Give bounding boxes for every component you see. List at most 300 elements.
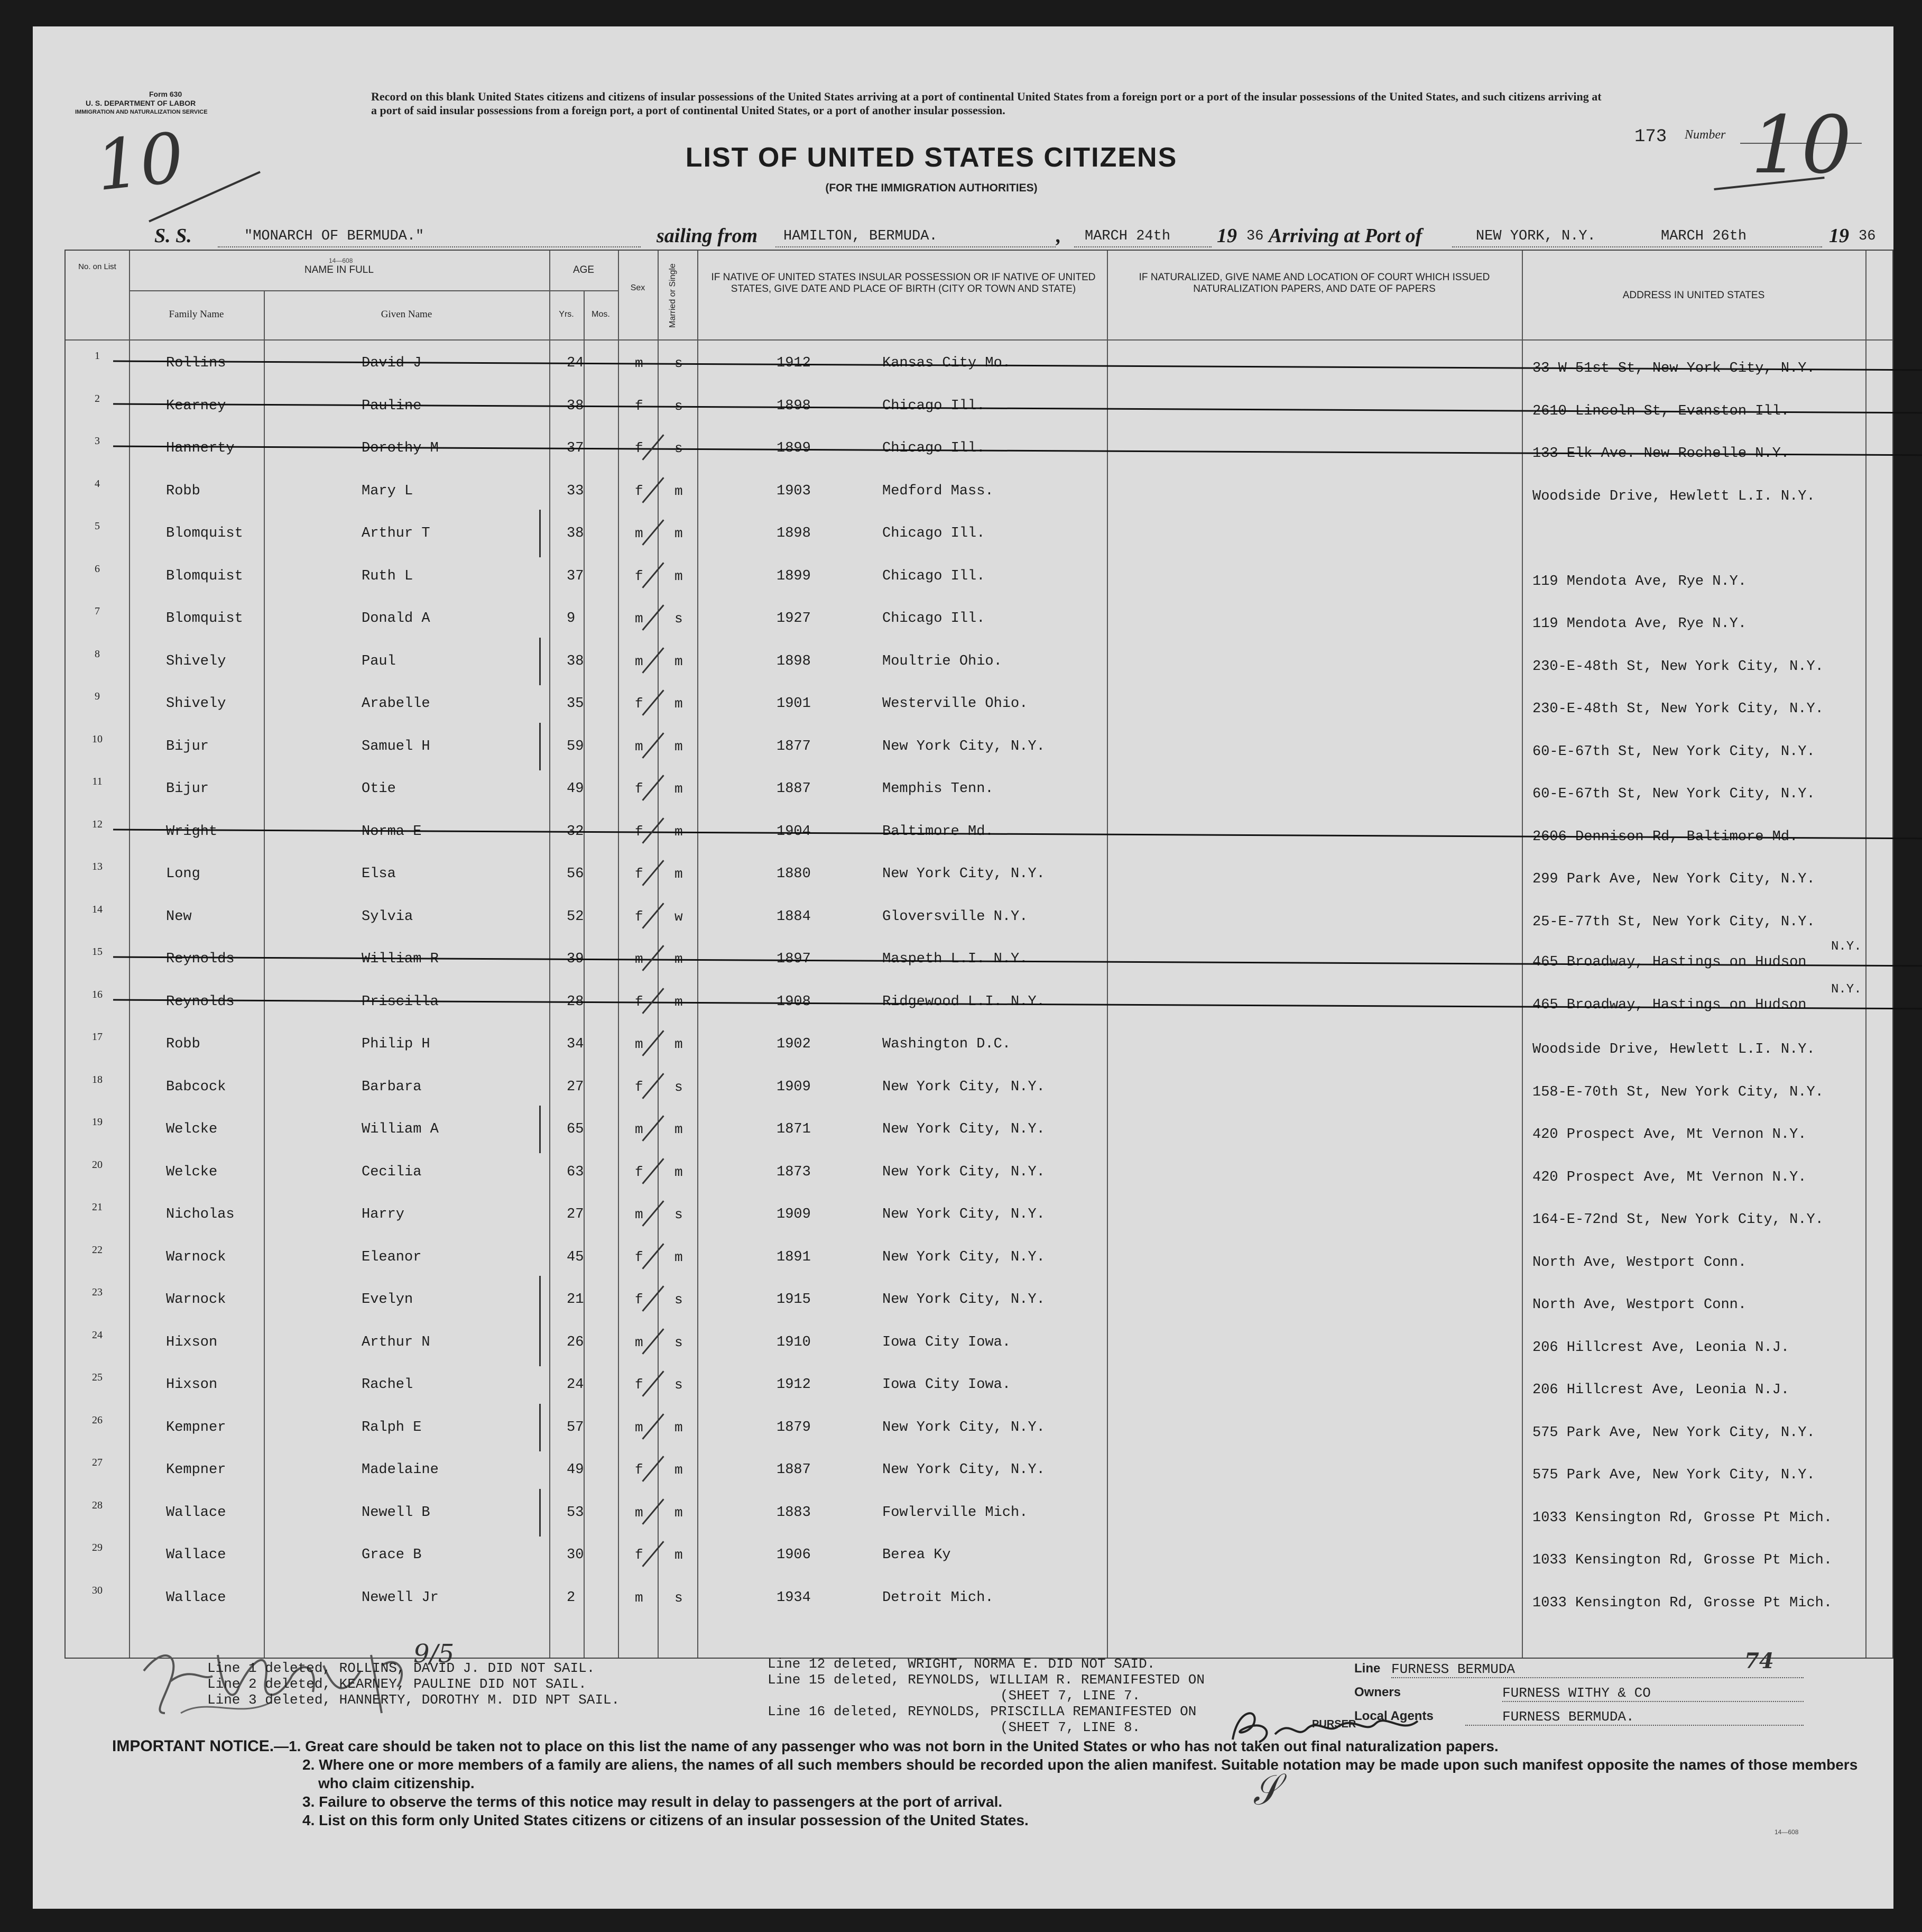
address: 465 Broadway, Hastings on Hudson	[1532, 954, 1807, 970]
address: Woodside Drive, Hewlett L.I. N.Y.	[1532, 488, 1815, 504]
comma: ,	[1056, 225, 1061, 247]
age-years: 27	[567, 1207, 584, 1222]
age-years: 28	[567, 993, 584, 1010]
family-group-tick	[539, 723, 541, 770]
family-name: Blomquist	[166, 611, 243, 627]
age-years: 35	[567, 696, 584, 712]
deletion-note: Line 3 deleted, HANNERTY, DOROTHY M. DID NPT SAIL.	[207, 1692, 620, 1708]
address: 1033 Kensington Rd, Grosse Pt Mich.	[1532, 1595, 1833, 1611]
marital-status: m	[674, 696, 683, 712]
sex: f	[635, 1249, 643, 1265]
age-years: 39	[567, 951, 584, 967]
birth-place: New York City, N.Y.	[882, 866, 1045, 882]
marital-status: s	[674, 1292, 683, 1308]
birth-place: Memphis Tenn.	[882, 781, 994, 797]
check-mark	[642, 1030, 664, 1056]
address: 420 Prospect Ave, Mt Vernon N.Y.	[1532, 1169, 1807, 1185]
family-name: Robb	[166, 1036, 200, 1052]
deletion-note: Line 15 deleted, REYNOLDS, WILLIAM R. REMANIFESTED ON	[768, 1672, 1205, 1688]
birth-place: New York City, N.Y.	[882, 1207, 1045, 1222]
page-subtitle: (FOR THE IMMIGRATION AUTHORITIES)	[825, 182, 1038, 194]
family-name: Reynolds	[166, 993, 235, 1010]
sex: f	[635, 1377, 643, 1393]
arrival-year: 36	[1859, 228, 1876, 244]
name-subheader-rule	[129, 290, 549, 291]
family-name: Babcock	[166, 1079, 226, 1095]
given-name: Priscilla	[362, 993, 439, 1010]
marital-status: m	[674, 1504, 683, 1521]
row-number: 19	[92, 1116, 103, 1128]
marital-status: m	[674, 1249, 683, 1265]
from-port: HAMILTON, BERMUDA.	[783, 228, 938, 244]
arriving-label: Arriving at Port of	[1269, 225, 1422, 247]
age-years: 37	[567, 440, 584, 456]
page-title: LIST OF UNITED STATES CITIZENS	[685, 142, 1178, 173]
birth-place: Baltimore Md.	[882, 823, 994, 840]
handwritten-initials: 𝒮	[1248, 1766, 1283, 1815]
family-name: Shively	[166, 696, 226, 712]
age-years: 56	[567, 866, 584, 882]
family-name: Hixson	[166, 1377, 218, 1393]
birth-year: 1871	[777, 1121, 811, 1137]
sex: f	[635, 823, 643, 840]
important-notice: IMPORTANT NOTICE.—1. Great care should be taken not to place on this list the name of any passenger who was not born in the United States or who has not taken out final naturalization papers. 2. Where one or more members of a family are aliens, the names of all such members should be recorded upon the alien manifest. Suitable notation may be made upon such manifest opposite the names of those members who claim citizenship. 3. Failure to observe the terms of this notice may result in delay to passengers at the port of arrival. 4. List on this form only United States citizens or citizens of an insular possession of the United States.	[112, 1737, 1858, 1828]
sex: f	[635, 483, 643, 499]
header-yrs: Yrs.	[559, 310, 574, 319]
birth-year: 1906	[777, 1547, 811, 1563]
birth-place: Westerville Ohio.	[882, 696, 1028, 712]
family-name: Nicholas	[166, 1207, 235, 1222]
birth-place: Chicago Ill.	[882, 440, 985, 456]
family-group-tick	[539, 638, 541, 685]
deletion-note: Line 1 deleted, ROLLINS, DAVID J. DID NOT SAIL.	[207, 1660, 595, 1676]
family-name: Rollins	[166, 355, 226, 371]
age-years: 27	[567, 1079, 584, 1095]
birth-place: New York City, N.Y.	[882, 1079, 1045, 1095]
deletion-note: Line 2 deleted, KEARNEY, PAULINE DID NOT SAIL.	[207, 1676, 587, 1692]
row-number: 26	[92, 1414, 103, 1426]
marital-status: m	[674, 823, 683, 840]
family-name: Welcke	[166, 1121, 218, 1137]
sex: m	[635, 1504, 643, 1521]
birth-year: 1903	[777, 483, 811, 499]
row-number: 1	[95, 350, 100, 362]
birth-place: Berea Ky	[882, 1547, 951, 1563]
departure-date: MARCH 24th	[1085, 228, 1171, 244]
deletion-note: Line 16 deleted, REYNOLDS, PRISCILLA REMANIFESTED ON	[768, 1704, 1197, 1719]
birth-place: Chicago Ill.	[882, 568, 985, 584]
address: 158-E-70th St, New York City, N.Y.	[1532, 1084, 1824, 1100]
age-years: 30	[567, 1547, 584, 1563]
age-years: 38	[567, 398, 584, 414]
birth-year: 1909	[777, 1207, 811, 1222]
col-rule	[549, 251, 550, 1658]
address: Woodside Drive, Hewlett L.I. N.Y.	[1532, 1042, 1815, 1057]
row-number: 30	[92, 1584, 103, 1596]
sex: f	[635, 993, 643, 1010]
check-mark	[642, 647, 664, 673]
birth-year: 1909	[777, 1079, 811, 1095]
list-number	[1634, 99, 1878, 191]
birth-place: New York City, N.Y.	[882, 1462, 1045, 1478]
given-name: Norma E	[362, 823, 422, 840]
form-id-block	[75, 90, 297, 117]
sex: m	[635, 355, 643, 371]
given-name: Sylvia	[362, 908, 413, 925]
departure-year: 36	[1246, 228, 1264, 244]
birth-year: 1879	[777, 1419, 811, 1436]
marital-status: s	[674, 1079, 683, 1095]
birth-year: 1880	[777, 866, 811, 882]
from-rule	[775, 246, 1056, 247]
family-name: Hixson	[166, 1334, 218, 1350]
birth-year: 1887	[777, 1462, 811, 1478]
marital-status: s	[674, 440, 683, 456]
number-prefix: 173	[1634, 127, 1667, 147]
number-value: 10	[1751, 99, 1852, 191]
family-name: Warnock	[166, 1292, 226, 1308]
marital-status: m	[674, 1164, 683, 1180]
row-number: 5	[95, 520, 100, 532]
ship-name: "MONARCH OF BERMUDA."	[244, 228, 424, 244]
header-age: AGE	[572, 264, 595, 275]
sailing-from-label: sailing from	[657, 225, 758, 247]
sex: f	[635, 440, 643, 456]
marital-status: m	[674, 1547, 683, 1563]
address-line2: N.Y.	[1831, 940, 1862, 954]
check-mark	[642, 817, 664, 843]
birth-year: 1873	[777, 1164, 811, 1180]
address: 230-E-48th St, New York City, N.Y.	[1532, 701, 1824, 717]
sex: m	[635, 1207, 643, 1222]
age-years: 53	[567, 1504, 584, 1521]
sex: m	[635, 1121, 643, 1137]
given-name: Rachel	[362, 1377, 413, 1393]
sex: f	[635, 1079, 643, 1095]
row-number: 25	[92, 1372, 103, 1383]
family-name: Bijur	[166, 781, 209, 797]
row-number: 24	[92, 1329, 103, 1341]
row-number: 8	[95, 648, 100, 660]
marital-status: m	[674, 781, 683, 797]
notice-item: 1. Great care should be taken not to place on this list the name of any passenger who was not born in the United States or who has not taken out final naturalization papers.	[289, 1738, 1499, 1754]
marital-status: m	[674, 526, 683, 541]
marital-status: s	[674, 355, 683, 371]
sex: m	[635, 1334, 643, 1350]
age-years: 65	[567, 1121, 584, 1137]
check-mark	[642, 1498, 664, 1524]
marital-status: m	[674, 568, 683, 584]
line-owner-info	[1354, 1661, 1809, 1735]
header-birth-info: IF NATIVE OF UNITED STATES INSULAR POSSESSION OR IF NATIVE OF UNITED STATES, GIVE DATE AND PLACE OF BIRTH (CITY OR TOWN AND STATE)	[711, 272, 1096, 295]
row-number: 23	[92, 1286, 103, 1298]
marital-status: m	[674, 1462, 683, 1478]
sex: f	[635, 1462, 643, 1478]
given-name: Samuel H	[362, 738, 430, 755]
marital-status: s	[674, 611, 683, 627]
age-years: 63	[567, 1164, 584, 1180]
check-mark	[642, 1243, 664, 1269]
age-years: 52	[567, 908, 584, 925]
print-code-footer: 14—608	[1775, 1828, 1799, 1836]
birth-year: 1902	[777, 1036, 811, 1052]
birth-year: 1912	[777, 1377, 811, 1393]
row-number: 27	[92, 1457, 103, 1468]
row-number: 6	[95, 563, 100, 575]
department: U. S. DEPARTMENT OF LABOR	[86, 99, 196, 107]
col-rule	[129, 251, 130, 1658]
purser-label: PURSER	[1312, 1718, 1356, 1730]
address: 299 Park Ave, New York City, N.Y.	[1532, 871, 1815, 887]
given-name: Arthur N	[362, 1334, 430, 1350]
birth-year: 1898	[777, 526, 811, 541]
family-name: Wright	[166, 823, 218, 840]
given-name: David J	[362, 355, 422, 371]
check-mark	[642, 1541, 664, 1567]
birth-place: Chicago Ill.	[882, 526, 985, 541]
age-years: 34	[567, 1036, 584, 1052]
birth-year: 1887	[777, 781, 811, 797]
address: 60-E-67th St, New York City, N.Y.	[1532, 786, 1815, 802]
family-name: Long	[166, 866, 200, 882]
given-name: Evelyn	[362, 1292, 413, 1308]
row-number: 14	[92, 903, 103, 915]
age-years: 49	[567, 1462, 584, 1478]
birth-year: 1904	[777, 823, 811, 840]
departure-year-prefix: 19	[1217, 225, 1237, 247]
print-code: 14—608	[329, 257, 353, 264]
form-number: Form 630	[149, 90, 182, 98]
col-rule	[1865, 251, 1866, 1658]
address: 575 Park Ave, New York City, N.Y.	[1532, 1424, 1815, 1441]
given-name: Otie	[362, 781, 396, 797]
row-number: 20	[92, 1158, 103, 1171]
family-name: New	[166, 908, 192, 925]
number-label: Number	[1685, 128, 1726, 142]
sex: f	[635, 866, 643, 882]
check-mark	[642, 1413, 664, 1439]
col-rule	[658, 251, 659, 1658]
row-number: 4	[95, 477, 100, 490]
sex: m	[635, 951, 643, 967]
given-name: Newell B	[362, 1504, 430, 1521]
marital-status: m	[674, 993, 683, 1010]
row-number: 16	[92, 988, 103, 1000]
address: North Ave, Westport Conn.	[1532, 1254, 1747, 1271]
check-mark	[642, 434, 664, 460]
birth-year: 1908	[777, 993, 811, 1010]
row-number: 28	[92, 1499, 103, 1511]
birth-place: New York City, N.Y.	[882, 1121, 1045, 1137]
row-number: 15	[92, 946, 103, 958]
arrive-rule	[1452, 246, 1822, 247]
address: North Ave, Westport Conn.	[1532, 1297, 1747, 1313]
age-years: 24	[567, 1377, 584, 1393]
passenger-table	[64, 250, 1893, 1659]
address: 1033 Kensington Rd, Grosse Pt Mich.	[1532, 1552, 1833, 1568]
sex: m	[635, 1419, 643, 1436]
check-mark	[642, 562, 664, 588]
family-group-tick	[539, 1319, 541, 1366]
family-group-tick	[539, 510, 541, 557]
sex: f	[635, 1547, 643, 1563]
arrival-year-prefix: 19	[1829, 225, 1849, 247]
ss-label: S. S.	[154, 225, 192, 247]
check-mark	[642, 860, 664, 886]
family-name: Blomquist	[166, 526, 243, 541]
owners-label: Owners	[1354, 1685, 1401, 1699]
birth-place: Iowa City Iowa.	[882, 1377, 1011, 1393]
header-married-single: Married or Single	[668, 263, 677, 328]
given-name: Arabelle	[362, 696, 430, 712]
header-sex: Sex	[630, 283, 645, 292]
age-years: 21	[567, 1292, 584, 1308]
header-no-on-list: No. on List	[78, 262, 116, 271]
check-mark	[642, 689, 664, 715]
check-mark	[642, 732, 664, 758]
marital-status: m	[674, 1121, 683, 1137]
given-name: Donald A	[362, 611, 430, 627]
address: 2610 Lincoln St, Evanston Ill.	[1532, 403, 1790, 419]
marital-status: m	[674, 866, 683, 882]
row-number: 12	[92, 818, 103, 830]
age-years: 26	[567, 1334, 584, 1350]
sex: f	[635, 696, 643, 712]
age-years: 59	[567, 738, 584, 755]
age-years: 33	[567, 483, 584, 499]
marital-status: m	[674, 483, 683, 499]
row-number: 13	[92, 861, 103, 872]
family-name: Blomquist	[166, 568, 243, 584]
birth-year: 1877	[777, 738, 811, 755]
header-bottom-rule	[66, 339, 1892, 341]
family-name: Shively	[166, 653, 226, 669]
birth-place: New York City, N.Y.	[882, 1292, 1045, 1308]
notice-item: 4. List on this form only United States citizens or citizens of an insular possession of the United States.	[302, 1812, 1029, 1828]
marital-status: s	[674, 1377, 683, 1393]
agents-value: FURNESS BERMUDA.	[1465, 1709, 1804, 1726]
family-name: Kearney	[166, 398, 226, 414]
birth-place: Fowlerville Mich.	[882, 1504, 1028, 1521]
birth-place: Moultrie Ohio.	[882, 653, 1002, 669]
marital-status: s	[674, 398, 683, 414]
row-number: 7	[95, 605, 100, 617]
birth-year: 1899	[777, 568, 811, 584]
family-group-tick	[539, 1106, 541, 1153]
margin-number-mark: 10	[92, 117, 188, 207]
marital-status: s	[674, 1207, 683, 1222]
sex: f	[635, 568, 643, 584]
birth-year: 1891	[777, 1249, 811, 1265]
birth-year: 1912	[777, 355, 811, 371]
marital-status: m	[674, 653, 683, 669]
check-mark	[642, 1200, 664, 1226]
col-rule	[264, 290, 265, 1658]
line-value: FURNESS BERMUDA	[1391, 1661, 1804, 1678]
deletion-note: Line 12 deleted, WRIGHT, NORMA E. DID NOT SAID.	[768, 1656, 1156, 1672]
given-name: Philip H	[362, 1036, 430, 1052]
family-name: Reynolds	[166, 951, 235, 967]
header-mos: Mos.	[592, 310, 610, 319]
given-name: Pauline	[362, 398, 422, 414]
sheet-count-mark: 74	[1744, 1649, 1774, 1673]
handwritten-date-mark: 9/5	[413, 1639, 455, 1669]
deletion-notes-middle	[768, 1656, 1205, 1735]
given-name: Grace B	[362, 1547, 422, 1563]
check-mark	[642, 1370, 664, 1396]
birth-place: Chicago Ill.	[882, 611, 985, 627]
address-line2: N.Y.	[1831, 982, 1862, 997]
given-name: Harry	[362, 1207, 405, 1222]
address: 25-E-77th St, New York City, N.Y.	[1532, 914, 1815, 930]
family-name: Welcke	[166, 1164, 218, 1180]
deletion-notes-left	[207, 1660, 620, 1708]
age-years: 2	[567, 1589, 576, 1606]
birth-year: 1915	[777, 1292, 811, 1308]
birth-year: 1934	[777, 1589, 811, 1606]
address: 119 Mendota Ave, Rye N.Y.	[1532, 573, 1747, 590]
birth-year: 1884	[777, 908, 811, 925]
address: 33-W-51st St, New York City, N.Y.	[1532, 361, 1815, 376]
check-mark	[642, 903, 664, 928]
col-rule	[1107, 251, 1108, 1658]
family-name: Warnock	[166, 1249, 226, 1265]
row-number: 22	[92, 1244, 103, 1256]
birth-place: Washington D.C.	[882, 1036, 1011, 1052]
arrival-date: MARCH 26th	[1661, 228, 1747, 244]
check-mark	[642, 1285, 664, 1311]
agents-label: Local Agents	[1354, 1709, 1434, 1723]
age-years: 49	[567, 781, 584, 797]
address: 133 Elk Ave. New Rochelle N.Y.	[1532, 446, 1790, 462]
given-name: Arthur T	[362, 526, 430, 541]
age-years: 38	[567, 526, 584, 541]
sex: f	[635, 398, 643, 414]
header-given-name: Given Name	[381, 309, 432, 320]
col-rule	[1522, 251, 1523, 1658]
header-address: ADDRESS IN UNITED STATES	[1622, 290, 1765, 301]
ship-rule	[218, 246, 641, 247]
sex: f	[635, 908, 643, 925]
birth-place: Kansas City Mo.	[882, 355, 1011, 371]
birth-place: New York City, N.Y.	[882, 1249, 1045, 1265]
family-name: Bijur	[166, 738, 209, 755]
age-years: 9	[567, 611, 576, 627]
record-instructions: Record on this blank United States citizens and citizens of insular possessions of the United States arriving at a port of continental United States from a foreign port or a port of the insular possessions of the United States, and such citizens arriving at a port of said insular possessions from a foreign port, a port of continental United States, or a port of another insular possession.	[371, 90, 1602, 117]
birth-place: Gloversville N.Y.	[882, 908, 1028, 925]
check-mark	[642, 1328, 664, 1354]
deletion-note: (SHEET 7, LINE 8.	[1000, 1719, 1141, 1735]
header-naturalization: IF NATURALIZED, GIVE NAME AND LOCATION OF COURT WHICH ISSUED NATURALIZATION PAPERS, AND DATE OF PAPERS	[1139, 272, 1490, 295]
address: 119 Mendota Ave, Rye N.Y.	[1532, 616, 1747, 632]
family-name: Kempner	[166, 1462, 226, 1478]
notice-item: 2. Where one or more members of a family are aliens, the names of all such members should be recorded upon the alien manifest. Suitable notation may be made upon such manifest opposite the names of those members who claim citizenship.	[302, 1756, 1858, 1791]
birth-year: 1901	[777, 696, 811, 712]
address: 2606 Dennison Rd, Baltimore Md.	[1532, 829, 1798, 845]
check-mark	[642, 945, 664, 971]
sex: f	[635, 1164, 643, 1180]
birth-place: New York City, N.Y.	[882, 738, 1045, 755]
marital-status: w	[674, 908, 683, 925]
row-number: 11	[92, 776, 103, 787]
row-number: 17	[92, 1031, 103, 1043]
marital-status: m	[674, 951, 683, 967]
sex: m	[635, 526, 643, 541]
family-group-tick	[539, 1404, 541, 1451]
birth-year: 1883	[777, 1504, 811, 1521]
address: 465 Broadway, Hastings on Hudson	[1532, 997, 1807, 1013]
dep-date-rule	[1074, 246, 1212, 247]
